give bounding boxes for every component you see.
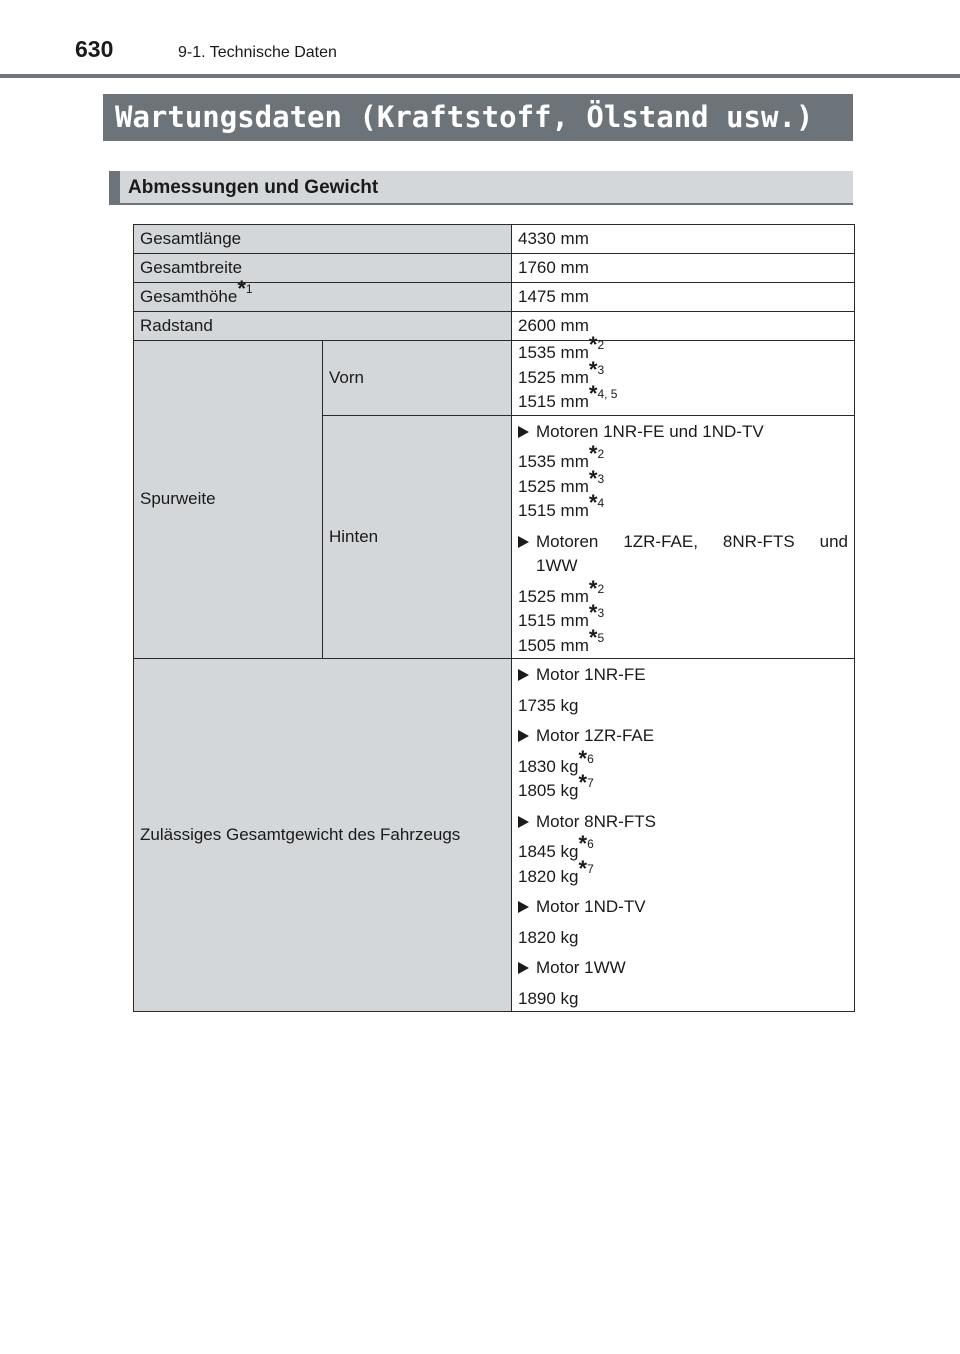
footnote-number: 3 [597,471,605,486]
value-line [518,831,848,865]
row-label: Spurweite [134,341,323,659]
footnote-asterisk: * [588,600,598,625]
value-text: 1525 mm [518,476,589,496]
value-line [518,770,848,804]
footnote-number: 4, 5 [597,387,618,401]
footnote-asterisk: * [588,490,598,515]
footnote-number: 6 [587,751,594,766]
value-line [518,575,848,610]
row-value [512,415,855,659]
row-label: Radstand [134,312,512,341]
triangle-bullet-icon [518,536,529,548]
table-row [134,341,855,416]
value-line [518,987,848,1012]
sub-label: Hinten [323,415,512,659]
triangle-bullet-icon [518,816,529,828]
footnote-number: 5 [597,630,605,645]
value-text: 1805 kg [518,781,579,800]
value-text: 1535 mm [518,343,589,362]
value-line [518,855,848,890]
footnote-asterisk: * [588,465,598,491]
value-line [518,624,848,659]
row-value [512,332,855,416]
row-value: 4330 mm [512,225,855,254]
value-text: 1505 mm [518,635,589,655]
row-label: Gesamtbreite [134,254,512,283]
footnote-number: 2 [597,447,605,461]
footnote-number: 2 [597,338,605,352]
section-header: 9-1. Technische Daten [178,44,337,61]
engine-heading: Motoren 1NR-FE und 1ND-TV [518,420,848,445]
row-value [512,659,855,1012]
row-label-text: Gesamthöhe [140,286,238,306]
footnote-number: 3 [597,362,605,377]
value-text: 1535 mm [518,452,589,471]
engine-heading: Motor 1NR-FE [518,663,848,688]
row-value: 1475 mm [512,283,855,312]
footnote-asterisk: * [588,356,598,382]
footnote-asterisk: * [588,575,598,601]
row-label [134,275,512,312]
header-divider [0,74,960,78]
value-line [518,600,848,634]
engine-heading: Motor 1ND-TV [518,895,848,920]
footnote-number: 7 [587,861,594,876]
footnote-asterisk: * [578,855,588,881]
row-label: Gesamtlänge [134,225,512,254]
value-line [518,356,848,391]
row-value: 2600 mm [512,312,855,341]
table-row [134,283,855,312]
value-line [518,381,848,415]
triangle-bullet-icon [518,426,529,438]
triangle-bullet-icon [518,730,529,742]
engine-heading: Motor 1ZR-FAE [518,724,848,749]
footnote-number: 6 [587,837,594,851]
table-row [134,225,855,254]
value-line [518,332,848,366]
engine-heading: Motor 8NR-FTS [518,810,848,835]
footnote-asterisk: * [578,831,588,856]
footnote-asterisk: * [588,624,598,650]
value-text: 1845 kg [518,842,579,861]
footnote-asterisk: * [588,332,598,357]
value-text: 1820 kg [518,927,579,947]
footnote-number: 1 [245,281,253,296]
value-line [518,441,848,475]
footnote-asterisk: * [578,745,588,771]
footnote-number: 2 [597,581,605,596]
footnote-asterisk: * [237,275,246,301]
page-title: Wartungsdaten (Kraftstoff, Ölstand usw.) [103,94,853,141]
triangle-bullet-icon [518,962,529,974]
value-text: 1525 mm [518,586,589,606]
engine-heading: Motor 1WW [518,956,848,981]
footnote-asterisk: * [578,770,588,795]
value-text: 1515 mm [518,392,589,411]
row-value: 1760 mm [512,254,855,283]
triangle-bullet-icon [518,901,529,913]
table-row [134,312,855,341]
value-text: 1515 mm [518,501,589,520]
engine-heading: Motoren 1ZR-FAE, 8NR-FTS und 1WW [518,530,848,579]
value-text: 1890 kg [518,988,579,1008]
value-line [518,926,848,951]
section-subheading: Abmessungen und Gewicht [109,171,853,205]
footnote-number: 4 [597,496,605,510]
triangle-bullet-icon [518,669,529,681]
footnote-number: 7 [587,776,594,790]
table-row [134,659,855,1012]
value-line [518,694,848,719]
specs-table [133,224,855,1012]
page-number: 630 [75,36,114,62]
row-label: Zulässiges Gesamtgewicht des Fahrzeugs [134,659,512,1012]
value-text: 1515 mm [518,611,589,630]
value-text: 1735 kg [518,695,579,715]
footnote-asterisk: * [588,441,598,466]
sub-label: Vorn [323,341,512,416]
footnote-number: 3 [597,606,605,620]
value-text: 1525 mm [518,367,589,387]
value-text: 1830 kg [518,756,579,776]
value-line [518,490,848,524]
footnote-asterisk: * [588,381,598,406]
value-text: 1820 kg [518,866,579,886]
value-line [518,465,848,500]
value-line [518,745,848,780]
